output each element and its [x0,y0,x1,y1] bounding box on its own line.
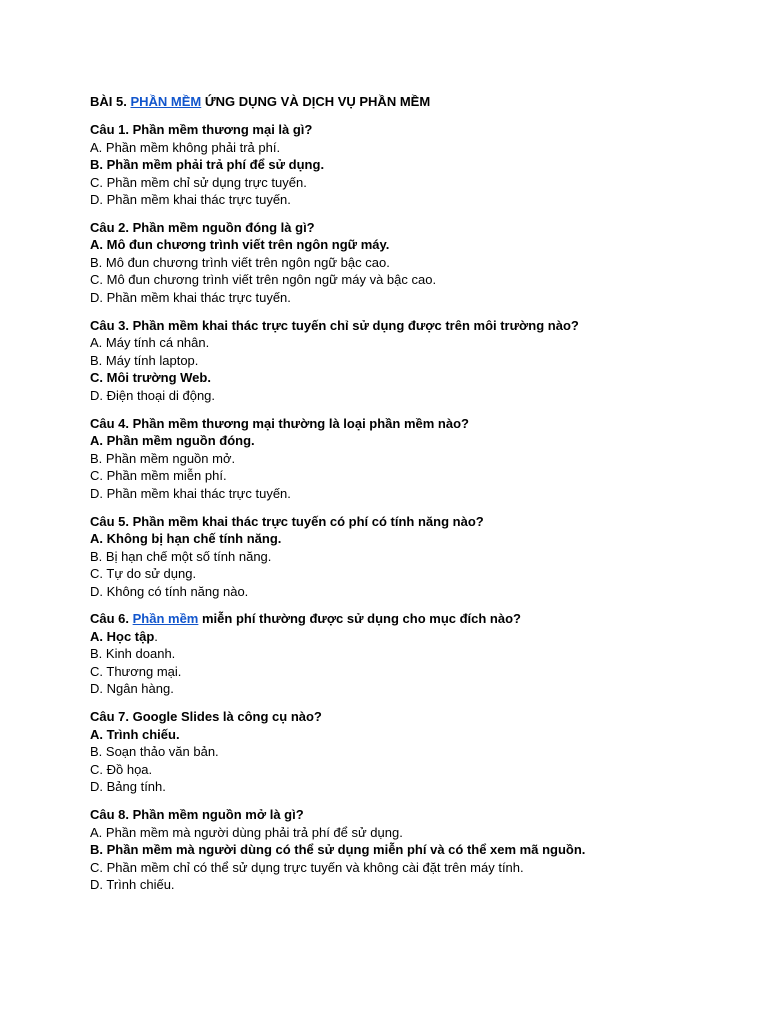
question-text-prefix: Câu 4. Phần mềm thương mại thường là loại phần mềm nào? [90,415,469,431]
option-text: B. Soạn thảo văn bản. [90,744,219,760]
answer-option [90,778,730,796]
option-text-tail: . [154,628,158,644]
question-text [90,513,730,531]
question-text-prefix: Câu 5. Phần mềm khai thác trực tuyến có phí có tính năng nào? [90,513,484,529]
question-block [90,806,730,894]
option-text: A. Phần mềm không phải trả phí. [90,139,281,155]
question-block [90,708,730,796]
answer-option [90,663,730,681]
option-text: C. Phần mềm miễn phí. [90,468,227,484]
answer-option [90,548,730,566]
question-text [90,806,730,824]
answer-option [90,334,730,352]
question-text [90,415,730,433]
answer-option [90,271,730,289]
option-text: D. Trình chiếu. [90,877,175,893]
option-text: A. Máy tính cá nhân. [90,335,210,351]
title-suffix: ỨNG DỤNG VÀ DỊCH VỤ PHẦN MỀM [201,94,431,109]
question-block [90,317,730,405]
answer-option-correct [90,236,730,254]
answer-option [90,254,730,272]
question-text-prefix: Câu 7. Google Slides là công cụ nào? [90,709,322,725]
option-text: A. Phần mềm nguồn đóng. [90,433,255,449]
answer-option [90,824,730,842]
answer-option-correct [90,841,730,859]
answer-option [90,387,730,405]
option-text: D. Điện thoại di động. [90,387,216,403]
answer-option [90,467,730,485]
option-text: D. Phần mềm khai thác trực tuyến. [90,192,291,207]
title-prefix: BÀI 5. [90,94,131,109]
option-text: B. Phần mềm mà người dùng có thể sử dụng miễn phí và có thể xem mã nguồn. [90,842,586,858]
answer-option [90,761,730,779]
document-title [90,93,430,110]
answer-option-correct [90,432,730,450]
option-text: C. Môi trường Web. [90,370,211,386]
answer-option-correct [90,628,730,646]
option-text: B. Máy tính laptop. [90,352,199,368]
option-text: C. Đồ họa. [90,761,153,777]
answer-option [90,139,730,157]
option-text: B. Mô đun chương trình viết trên ngôn ngữ bậc cao. [90,254,390,270]
answer-option [90,645,730,663]
answer-option [90,565,730,583]
question-text [90,121,730,139]
option-text: B. Bị hạn chế một số tính năng. [90,548,272,564]
title-link[interactable]: PHẦN MỀM [130,94,202,109]
option-text: D. Phần mềm khai thác trực tuyến. [90,289,291,305]
question-block [90,513,730,601]
answer-option-correct [90,726,730,744]
answer-option-correct [90,530,730,548]
answer-option-correct [90,369,730,387]
option-text: C. Phần mềm chỉ sử dụng trực tuyến. [90,174,307,190]
question-block [90,121,730,209]
option-text: D. Bảng tính. [90,779,166,795]
answer-option [90,743,730,761]
question-list [90,121,730,904]
question-text-suffix: miễn phí thường được sử dụng cho mục đích nào? [198,611,521,627]
question-link[interactable]: Phần mềm [132,611,199,627]
option-text: B. Kinh doanh. [90,646,176,662]
answer-option [90,859,730,877]
option-text: C. Thương mại. [90,663,182,679]
answer-option [90,485,730,503]
option-text: A. Không bị hạn chế tính năng. [90,531,282,547]
question-text-prefix: Câu 8. Phần mềm nguồn mở là gì? [90,807,304,823]
option-text: A. Mô đun chương trình viết trên ngôn ngữ máy. [90,237,390,253]
option-text: B. Phần mềm nguồn mở. [90,450,236,466]
question-block [90,610,730,698]
option-text: A. Học tập [90,628,155,644]
option-text: C. Phần mềm chỉ có thể sử dụng trực tuyến và không cài đặt trên máy tính. [90,859,524,875]
answer-option [90,191,730,209]
option-text: B. Phần mềm phải trả phí để sử dụng. [90,157,325,172]
option-text: A. Trình chiếu. [90,726,180,742]
option-text: C. Tự do sử dụng. [90,566,197,582]
question-text-prefix: Câu 1. Phần mềm thương mại là gì? [90,122,313,137]
question-block [90,219,730,307]
question-text [90,708,730,726]
option-text: A. Phần mềm mà người dùng phải trả phí để sử dụng. [90,824,403,840]
question-text-prefix: Câu 6. [90,611,133,627]
option-text: D. Ngân hàng. [90,681,174,697]
answer-option [90,680,730,698]
answer-option [90,289,730,307]
question-text-prefix: Câu 3. Phần mềm khai thác trực tuyến chỉ sử dụng được trên môi trường nào? [90,317,579,333]
question-block [90,415,730,503]
answer-option [90,352,730,370]
option-text: C. Mô đun chương trình viết trên ngôn ngữ máy và bậc cao. [90,272,437,288]
question-text [90,317,730,335]
answer-option-correct [90,156,730,174]
question-text [90,610,730,628]
answer-option [90,450,730,468]
option-text: D. Phần mềm khai thác trực tuyến. [90,485,291,501]
question-text [90,219,730,237]
answer-option [90,876,730,894]
option-text: D. Không có tính năng nào. [90,583,249,599]
answer-option [90,583,730,601]
question-text-prefix: Câu 2. Phần mềm nguồn đóng là gì? [90,219,315,235]
answer-option [90,174,730,192]
